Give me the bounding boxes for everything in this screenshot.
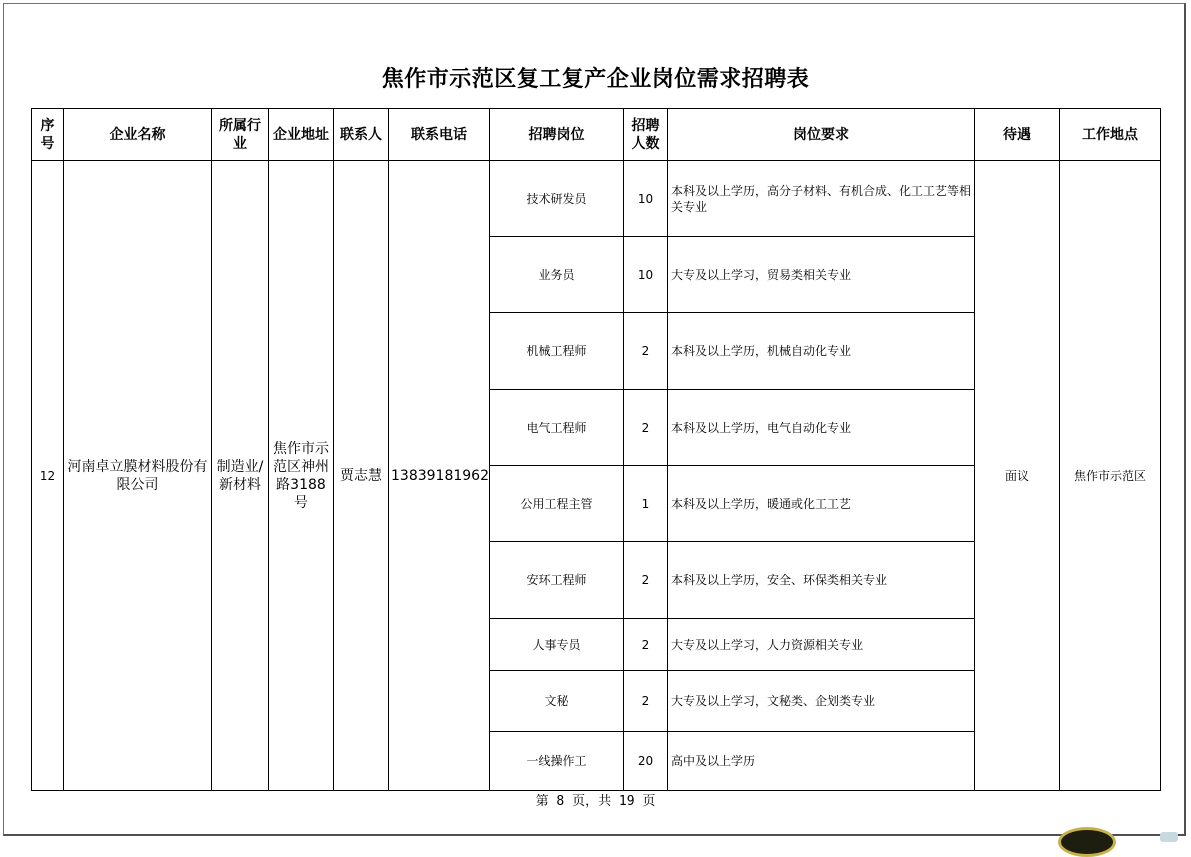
cell-count: 2 [624, 542, 668, 619]
cell-requirement: 本科及以上学历，暖通或化工工艺 [668, 466, 975, 542]
cell-requirement: 大专及以上学习，贸易类相关专业 [668, 237, 975, 313]
cell-position: 电气工程师 [490, 390, 624, 466]
header-seq: 序号 [32, 109, 64, 161]
cell-industry: 制造业/新材料 [212, 161, 269, 791]
cell-count: 2 [624, 671, 668, 732]
cell-phone: 13839181962 [389, 161, 490, 791]
cell-contact: 贾志慧 [334, 161, 389, 791]
header-location: 工作地点 [1060, 109, 1161, 161]
recruitment-table [31, 108, 1161, 791]
cell-position: 技术研发员 [490, 161, 624, 237]
corner-tab-icon [1160, 832, 1178, 842]
cell-location: 焦作市示范区 [1060, 161, 1161, 791]
cell-requirement: 本科及以上学历，高分子材料、有机合成、化工工艺等相关专业 [668, 161, 975, 237]
header-salary: 待遇 [975, 109, 1060, 161]
cell-count: 2 [624, 313, 668, 390]
header-industry: 所属行业 [212, 109, 269, 161]
cell-position: 机械工程师 [490, 313, 624, 390]
cell-position: 公用工程主管 [490, 466, 624, 542]
cell-position: 业务员 [490, 237, 624, 313]
cell-count: 10 [624, 237, 668, 313]
cell-seq: 12 [32, 161, 64, 791]
cell-count: 20 [624, 732, 668, 791]
page-footer: 第 8 页，共 19 页 [535, 794, 656, 809]
header-address: 企业地址 [269, 109, 334, 161]
cell-position: 安环工程师 [490, 542, 624, 619]
header-row [32, 109, 1161, 161]
cell-requirement: 本科及以上学历，机械自动化专业 [668, 313, 975, 390]
header-phone: 联系电话 [389, 109, 490, 161]
header-requirement: 岗位要求 [668, 109, 975, 161]
header-contact: 联系人 [334, 109, 389, 161]
cell-requirement: 高中及以上学历 [668, 732, 975, 791]
cell-position: 一线操作工 [490, 732, 624, 791]
cell-requirement: 本科及以上学历，安全、环保类相关专业 [668, 542, 975, 619]
cell-requirement: 本科及以上学历，电气自动化专业 [668, 390, 975, 466]
cell-count: 10 [624, 161, 668, 237]
cell-requirement: 大专及以上学习，文秘类、企划类专业 [668, 671, 975, 732]
cell-company: 河南卓立膜材料股份有限公司 [64, 161, 212, 791]
document-title: 焦作市示范区复工复产企业岗位需求招聘表 [381, 67, 810, 92]
header-position: 招聘岗位 [490, 109, 624, 161]
cell-count: 1 [624, 466, 668, 542]
cell-requirement: 大专及以上学习，人力资源相关专业 [668, 619, 975, 671]
cell-address: 焦作市示范区神州路3188号 [269, 161, 334, 791]
header-company: 企业名称 [64, 109, 212, 161]
cell-count: 2 [624, 390, 668, 466]
header-count: 招聘人数 [624, 109, 668, 161]
table-row [32, 161, 1161, 237]
cell-position: 文秘 [490, 671, 624, 732]
cell-salary: 面议 [975, 161, 1060, 791]
cell-count: 2 [624, 619, 668, 671]
corner-seal-icon [1058, 827, 1116, 857]
cell-position: 人事专员 [490, 619, 624, 671]
